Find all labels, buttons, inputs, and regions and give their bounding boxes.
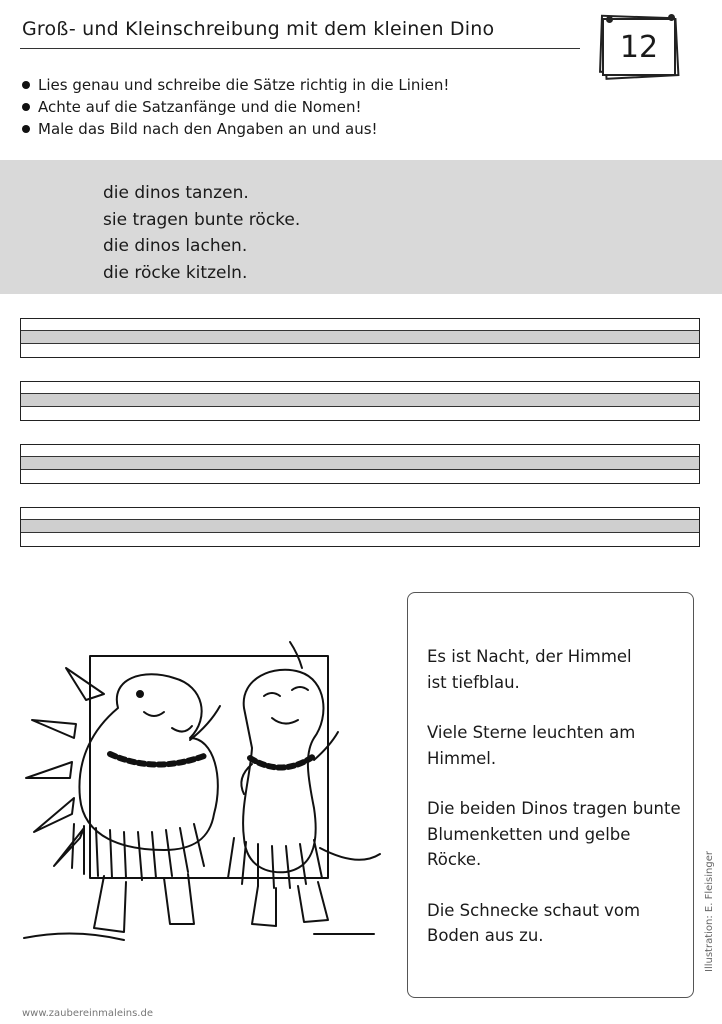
worksheet-title: Groß- und Kleinschreibung mit dem kleinen Dino [22,18,495,40]
instruction-item: Lies genau und schreibe die Sätze richtig in die Linien! [22,74,449,96]
page-number-badge [596,10,682,82]
info-paragraph: Es ist Nacht, der Himmel ist tiefblau. [427,647,632,692]
pin-icon [668,14,675,21]
info-text [427,644,687,974]
bullet-icon [22,81,30,89]
instruction-item: Achte auf die Satzanfänge und die Nomen! [22,96,449,118]
bullet-icon [22,125,30,133]
writing-line[interactable] [20,318,700,358]
writing-line[interactable] [20,507,700,547]
sentence: sie tragen bunte röcke. [103,209,301,230]
bullet-icon [22,103,30,111]
info-paragraph: Die Schnecke schaut vom Boden aus zu. [427,900,641,945]
sentence: die röcke kitzeln. [103,262,248,283]
pin-icon [606,16,613,23]
page-number: 12 [602,18,676,76]
writing-line[interactable] [20,444,700,484]
info-paragraph: Viele Sterne leuchten am Himmel. [427,723,636,768]
sentence: die dinos tanzen. [103,183,249,203]
dino-coloring-illustration[interactable] [14,628,394,950]
sentence: die dinos lachen. [103,236,248,256]
footer-website: www.zaubereinmaleins.de [22,1008,153,1019]
writing-line[interactable] [20,381,700,421]
title-underline [20,48,580,49]
illustration-credit: Illustration: E. Fleisinger [704,851,715,972]
instruction-list [22,74,449,140]
info-paragraph: Die beiden Dinos tragen bunte Blumenketten und gelbe Röcke. [427,799,681,869]
sentence-list [103,180,300,286]
instruction-item: Male das Bild nach den Angaben an und aus! [22,118,449,140]
